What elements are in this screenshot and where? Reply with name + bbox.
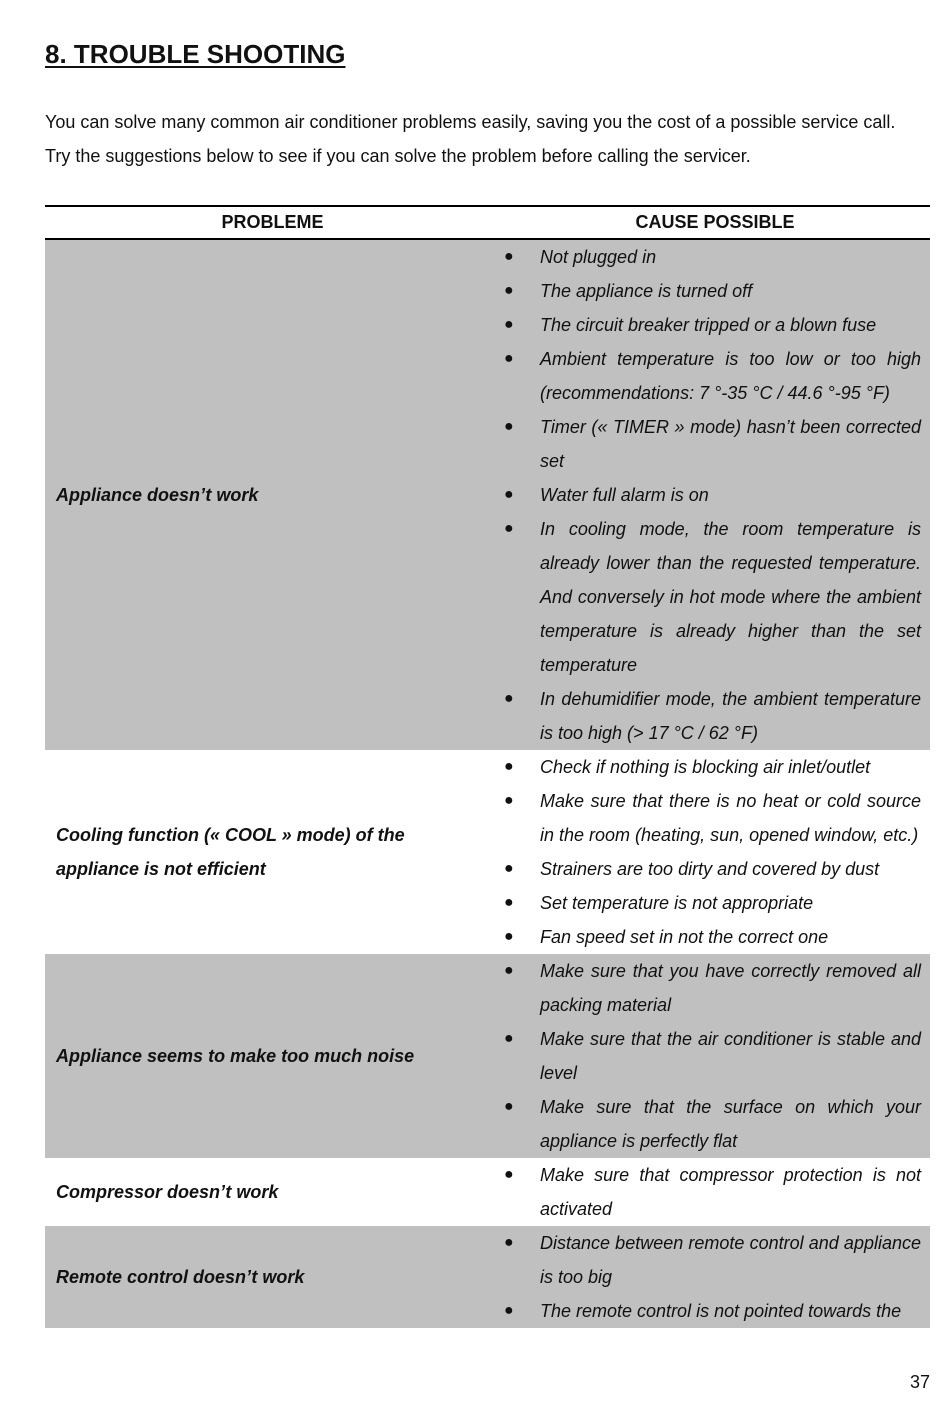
bullet-icon: ●: [504, 962, 514, 979]
problem-cell: Compressor doesn’t work: [56, 1182, 279, 1202]
cause-text: Make sure that you have correctly removed all packing material: [540, 961, 921, 1015]
problem-cell: Remote control doesn’t work: [56, 1267, 305, 1287]
cause-text: Make sure that there is no heat or cold source in the room (heating, sun, opened window, etc.): [540, 791, 921, 845]
cause-text: In dehumidifier mode, the ambient temperature is too high (> 17 °C / 62 °F): [540, 689, 921, 743]
cause-text: Water full alarm is on: [540, 485, 709, 505]
cause-item: [500, 1158, 921, 1226]
bullet-icon: ●: [504, 248, 514, 265]
table-row: [45, 750, 930, 954]
cause-item: [500, 682, 921, 750]
problem-cell: Appliance doesn’t work: [56, 485, 259, 505]
table-header: [45, 205, 930, 240]
cause-text: Make sure that the air conditioner is stable and level: [540, 1029, 921, 1083]
cause-text: Set temperature is not appropriate: [540, 893, 814, 913]
cause-text: Ambient temperature is too low or too high (recommendations: 7 °-35 °C / 44.6 °-95 °F): [540, 349, 921, 403]
bullet-icon: ●: [504, 520, 514, 537]
cause-text: Strainers are too dirty and covered by dust: [540, 859, 880, 879]
table-row: [45, 1226, 930, 1328]
cause-list: [500, 240, 930, 750]
bullet-icon: ●: [504, 758, 514, 775]
table-row: [45, 240, 930, 750]
cause-item: [500, 240, 921, 274]
cause-list: [500, 1226, 930, 1328]
table-row: [45, 1158, 930, 1226]
intro-line: Try the suggestions below to see if you can solve the problem before calling the servicer.: [45, 146, 751, 166]
cause-text: Make sure that the surface on which your appliance is perfectly flat: [540, 1097, 921, 1151]
bullet-icon: ●: [504, 1166, 514, 1183]
cause-text: Timer (« TIMER » mode) hasn’t been corrected set: [540, 417, 921, 471]
cause-item: [500, 274, 921, 308]
cause-item: [500, 1226, 921, 1294]
header-cause: CAUSE POSSIBLE: [635, 212, 795, 232]
bullet-icon: ●: [504, 1234, 514, 1251]
cause-item: [500, 512, 921, 682]
cause-item: [500, 852, 921, 886]
cause-text: Not plugged in: [540, 247, 657, 267]
cause-item: [500, 478, 921, 512]
cause-text: Fan speed set in not the correct one: [540, 927, 829, 947]
bullet-icon: ●: [504, 316, 514, 333]
bullet-icon: ●: [504, 1302, 514, 1319]
header-problem: PROBLEME: [221, 212, 324, 232]
cause-item: [500, 1294, 921, 1328]
cause-text: The circuit breaker tripped or a blown fuse: [540, 315, 877, 335]
cause-item: [500, 784, 921, 852]
cause-list: [500, 750, 930, 954]
bullet-icon: ●: [504, 1030, 514, 1047]
troubleshooting-table: [45, 205, 930, 1328]
bullet-icon: ●: [504, 350, 514, 367]
cause-item: [500, 342, 921, 410]
cause-text: The remote control is not pointed towards the: [540, 1301, 902, 1321]
cause-item: [500, 750, 921, 784]
cause-text: Check if nothing is blocking air inlet/outlet: [540, 757, 871, 777]
bullet-icon: ●: [504, 894, 514, 911]
cause-text: Make sure that compressor protection is not activated: [540, 1165, 921, 1219]
bullet-icon: ●: [504, 690, 514, 707]
bullet-icon: ●: [504, 486, 514, 503]
intro-text: [45, 105, 945, 173]
cause-item: [500, 954, 921, 1022]
bullet-icon: ●: [504, 860, 514, 877]
cause-item: [500, 1022, 921, 1090]
page-title: 8. TROUBLE SHOOTING: [45, 39, 346, 69]
cause-list: [500, 1158, 930, 1226]
cause-item: [500, 1090, 921, 1158]
page-number: 37: [909, 1372, 930, 1392]
cause-item: [500, 920, 921, 954]
problem-cell: Appliance seems to make too much noise: [56, 1046, 415, 1066]
cause-text: In cooling mode, the room temperature is already lower than the requested temperature. And conversely in hot mode where the ambient temperature is already higher than the set temperature: [540, 519, 921, 675]
cause-item: [500, 410, 921, 478]
cause-text: The appliance is turned off: [540, 281, 753, 301]
bullet-icon: ●: [504, 928, 514, 945]
cause-item: [500, 886, 921, 920]
intro-line: You can solve many common air conditioner problems easily, saving you the cost of a possible service call.: [45, 112, 896, 132]
bullet-icon: ●: [504, 1098, 514, 1115]
bullet-icon: ●: [504, 418, 514, 435]
cause-item: [500, 308, 921, 342]
bullet-icon: ●: [504, 792, 514, 809]
cause-list: [500, 954, 930, 1158]
cause-text: Distance between remote control and appliance is too big: [540, 1233, 921, 1287]
problem-cell: Cooling function (« COOL » mode) of the appliance is not efficient: [56, 825, 405, 879]
table-row: [45, 954, 930, 1158]
bullet-icon: ●: [504, 282, 514, 299]
